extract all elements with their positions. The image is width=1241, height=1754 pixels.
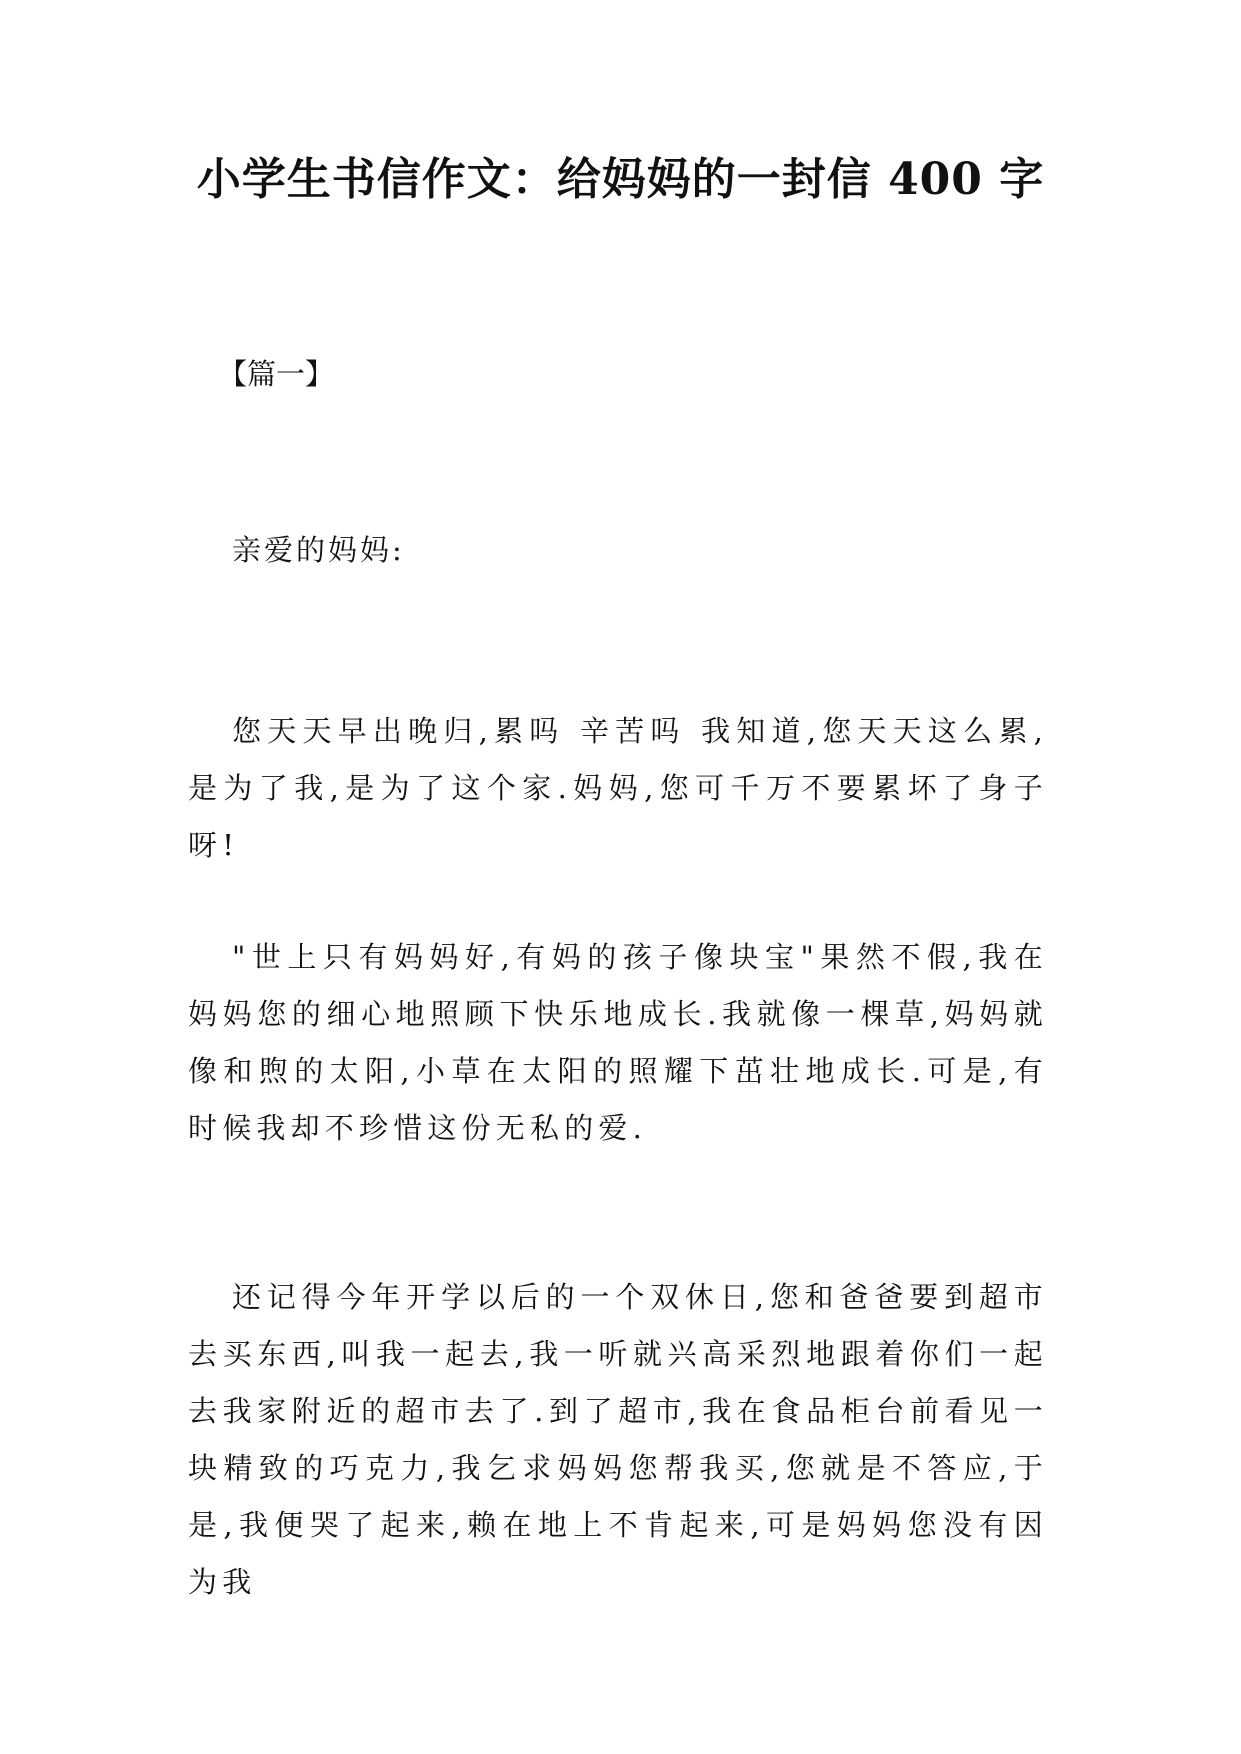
document-title: 小学生书信作文：给妈妈的一封信 400 字 xyxy=(196,154,1045,205)
paragraph-2: "世上只有妈妈好,有妈的孩子像块宝"果然不假,我在妈妈您的细心地照顾下快乐地成长.我就像一棵草,妈妈就像和煦的太阳,小草在太阳的照耀下茁壮地成长.可是,有时候我却不珍惜这份无私的爱. xyxy=(188,940,1048,1145)
paragraph-1: 您天天早出晚归,累吗 辛苦吗 我知道,您天天这么累,是为了我,是为了这个家.妈妈,您可千万不要累坏了身子呀! xyxy=(188,714,1048,862)
letter-salutation: 亲爱的妈妈: xyxy=(232,533,405,567)
section-heading: 【篇一】 xyxy=(218,357,335,391)
paragraph-3: 还记得今年开学以后的一个双休日,您和爸爸要到超市去买东西,叫我一起去,我一听就兴高采烈地跟着你们一起去我家附近的超市去了.到了超市,我在食品柜台前看见一块精致的巧克力,我乞求妈妈您帮我买,您就是不答应,于是,我便哭了起来,赖在地上不肯起来,可是妈妈您没有因为我 xyxy=(188,1280,1048,1599)
